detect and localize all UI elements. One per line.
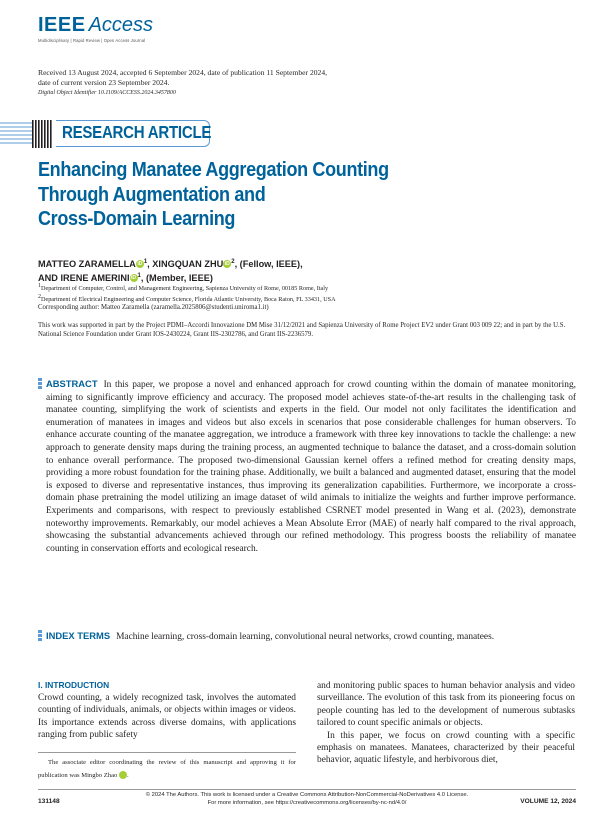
license-notice bbox=[100, 792, 514, 807]
title-line-2: Through Augmentation and bbox=[38, 182, 266, 206]
abstract-heading: ABSTRACT bbox=[46, 378, 98, 389]
article-type-label: RESEARCH ARTICLE bbox=[62, 122, 212, 142]
funding-statement: This work was supported in part by the Project PDMI–Accordi Innovazione DM Mise 31/12/2021 and Sapienza University of Rome Project EV2 under Grant 003 009 22; and in part by the U.S. National Science Foundation under Grant IOS-2430224, Grant IIS-2302786, and Grant IIS-2236579. bbox=[38, 322, 566, 338]
orcid-icon[interactable]: iD bbox=[137, 261, 143, 268]
author-name: MATTEO ZARAMELLA bbox=[38, 259, 136, 270]
affiliation-marker: 1 bbox=[137, 273, 141, 280]
affiliation-item: $^1$Department of Computer, Control, and Management Engineering, Sapienza University of Rome, 00185 Rome, Italy bbox=[38, 283, 329, 293]
history-line-1: Received 13 August 2024, accepted 6 September 2024, date of publication 11 September 2024, bbox=[38, 68, 328, 77]
body-column-left: Crowd counting, a widely recognized task, involves the automated counting of individuals, animals, or objects within images or videos. Its importance extends across diverse domains, with applications ranging from public safety bbox=[38, 693, 296, 741]
logo-ieee-text: IEEE bbox=[38, 14, 86, 36]
author-name: AND IRENE AMERINI bbox=[38, 273, 130, 284]
index-terms-text: Machine learning, cross-domain learning, convolutional neural networks, crowd counting, manatees. bbox=[116, 632, 495, 642]
author-grade: , (Fellow, IEEE), bbox=[234, 259, 303, 270]
corresponding-author: Corresponding author: Matteo Zaramella (zaramella.2025806@studenti.uniroma1.it) bbox=[38, 304, 269, 311]
author-name: , XINGQUAN ZHU bbox=[147, 259, 224, 270]
band-bars-decoration bbox=[32, 120, 54, 148]
affiliation-marker: 1 bbox=[143, 259, 148, 265]
band-stripes-decoration bbox=[0, 121, 32, 147]
abstract-text: In this paper, we propose a novel and enhanced approach for crowd counting within the domain of manatee monitoring, aiming to significantly improve efficiency and accuracy. The proposed model achieves state-of-the-art results in the challenging task of manatee counting, simplifying the work of scientists and experts in the field. Our model not only facilitates the identification and enumeration of manatees in images and videos but also excels in scenarios that pose considerable challenges for human observers. To enhance accurate counting of the manatee aggregation, we introduce a framework with three key innovations to tackle the challenge: a new approach to generate density maps during the training process, an augmented technique to balance the dataset, and a cross-domain solution to enhance overall performance. The proposed two-dimensional Gaussian kernel offers a refined method for creating density maps, providing a more robust foundation for the training phase. Additionally, we built a balanced and augmented dataset, ensuring that the model is exposed to diverse and representative instances, thus improving its generalization capabilities. Furthermore, we incorporate a cross-domain phase pretraining the model utilizing an image dataset of wild animals to initialize the weights and further improve performance. Experiments and comparisons, with respect to previously established CSRNET model presented in Wang et al. (2023), demonstrate noteworthy improvements. Remarkably, our model achieves a Mean Absolute Error (MAE) of nearly half compared to the rival approach, showcasing the substantial advancements achieved through our refined methodology. This progress boosts the reliability of manatee counting in conservation efforts and ecological research. bbox=[46, 380, 576, 554]
orcid-icon[interactable]: iD bbox=[131, 275, 137, 282]
journal-logo bbox=[38, 14, 153, 37]
abstract-marker-icon bbox=[38, 378, 42, 608]
orcid-icon[interactable]: iD bbox=[224, 261, 230, 268]
volume-label: VOLUME 12, 2024 bbox=[520, 798, 576, 805]
author-grade: , (Member, IEEE) bbox=[140, 273, 213, 284]
index-terms-marker-icon bbox=[38, 630, 42, 654]
index-terms-heading: INDEX TERMS bbox=[46, 630, 111, 641]
footer-divider bbox=[38, 789, 576, 790]
abstract bbox=[46, 378, 576, 555]
editor-footnote: The associate editor coordinating the review of this manuscript and approving it for publication was Mingbo Zhao iD. bbox=[38, 759, 296, 779]
orcid-icon[interactable]: iD bbox=[119, 771, 127, 779]
title-line-3: Cross-Domain Learning bbox=[38, 207, 236, 230]
footnote-divider bbox=[38, 752, 296, 753]
license-line: © 2024 The Authors. This work is licensed under a Creative Commons Attribution-NonCommercial-NoDerivatives 4.0 License. bbox=[145, 792, 469, 798]
license-link[interactable]: For more information, see https://creativecommons.org/licenses/by-nc-nd/4.0/ bbox=[207, 799, 407, 806]
logo-access-text: Access bbox=[88, 14, 154, 36]
author-list bbox=[38, 256, 578, 284]
article-history bbox=[38, 68, 327, 87]
article-title bbox=[38, 158, 518, 232]
journal-tagline: Multidisciplinary | Rapid Review | Open Access Journal bbox=[38, 38, 146, 43]
page-number: 131148 bbox=[38, 798, 60, 805]
index-terms bbox=[46, 630, 576, 644]
section-heading: I. INTRODUCTION bbox=[38, 680, 110, 690]
affiliation-marker: 2 bbox=[231, 259, 235, 265]
title-line-1: Enhancing Manatee Aggregation Counting bbox=[38, 158, 389, 181]
body-column-right bbox=[317, 680, 575, 767]
doi-line[interactable]: Digital Object Identifier 10.1109/ACCESS.2024.3457800 bbox=[38, 90, 176, 96]
affiliations bbox=[38, 282, 578, 305]
history-line-2: date of current version 23 September 2024. bbox=[38, 77, 170, 87]
body-paragraph: In this paper, we focus on crowd counting with a specific emphasis on manatees. Manatees, characterized by their peaceful behavior, aquatic lifestyle, and herbivorous diet, bbox=[317, 730, 575, 766]
body-paragraph: and monitoring public spaces to human behavior analysis and video surveillance. The evolution of this task from its pioneering focus on people counting has led to the development of numerous subtasks tailored to count specific animals or objects. bbox=[317, 681, 575, 729]
affiliation-item: $^2$Department of Electrical Engineering and Computer Science, Florida Atlantic University, Boca Raton, FL 33431, USA bbox=[38, 294, 336, 304]
